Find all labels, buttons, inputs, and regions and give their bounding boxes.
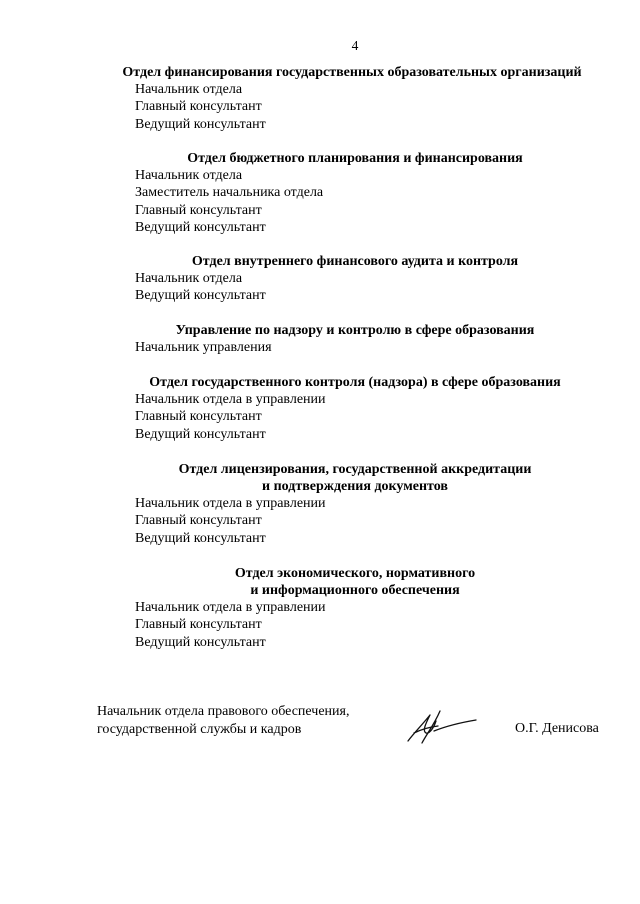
- section-internal-audit: [0, 253, 640, 305]
- section-heading: Отдел бюджетного планирования и финансирования: [187, 151, 523, 166]
- signatory-position: Начальник отдела правового обеспечения, государственной службы и кадров: [97, 704, 350, 737]
- position-item: Начальник отдела в управлении: [135, 496, 326, 511]
- section-budget-planning: [0, 150, 640, 237]
- position-item: Главный консультант: [135, 99, 262, 115]
- position-item: Начальник отдела: [135, 168, 243, 183]
- position-item: Ведущий консультант: [135, 426, 266, 442]
- section-heading: Отдел экономического, нормативного и информационного обеспечения: [234, 566, 476, 598]
- section-heading: Отдел внутреннего финансового аудита и контроля: [191, 254, 519, 269]
- section-state-control: [0, 374, 640, 443]
- position-item: Начальник отдела: [135, 82, 243, 97]
- position-item: Начальник управления: [135, 340, 272, 355]
- section-heading: Управление по надзору и контролю в сфере образования: [175, 323, 535, 338]
- section-supervision-directorate: [0, 322, 640, 356]
- position-item: Ведущий консультант: [135, 288, 266, 304]
- signatory-name: О.Г. Денисова: [515, 721, 599, 736]
- position-item: Ведущий консультант: [135, 220, 266, 236]
- position-item: Главный консультант: [135, 202, 262, 218]
- section-heading: Отдел государственного контроля (надзора) в сфере образования: [149, 375, 561, 390]
- section-heading: Отдел финансирования государственных образовательных организаций: [122, 65, 582, 80]
- position-item: Начальник отдела в управлении: [135, 392, 326, 407]
- position-item: Заместитель начальника отдела: [135, 185, 324, 201]
- position-item: Начальник отдела в управлении: [135, 600, 326, 615]
- section-financing-education: [0, 64, 632, 133]
- page-number: 4: [351, 38, 359, 53]
- section-licensing: [0, 461, 640, 547]
- position-item: Ведущий консультант: [135, 530, 266, 546]
- position-item: Ведущий консультант: [135, 116, 266, 132]
- section-economic-support: [0, 565, 640, 651]
- handwritten-signature: [400, 703, 480, 749]
- position-item: Главный консультант: [135, 513, 262, 529]
- position-item: Начальник отдела: [135, 271, 243, 286]
- section-heading: Отдел лицензирования, государственной аккредитации и подтверждения документов: [178, 462, 532, 494]
- position-item: Ведущий консультант: [135, 634, 266, 650]
- position-item: Главный консультант: [135, 409, 262, 425]
- position-item: Главный консультант: [135, 617, 262, 633]
